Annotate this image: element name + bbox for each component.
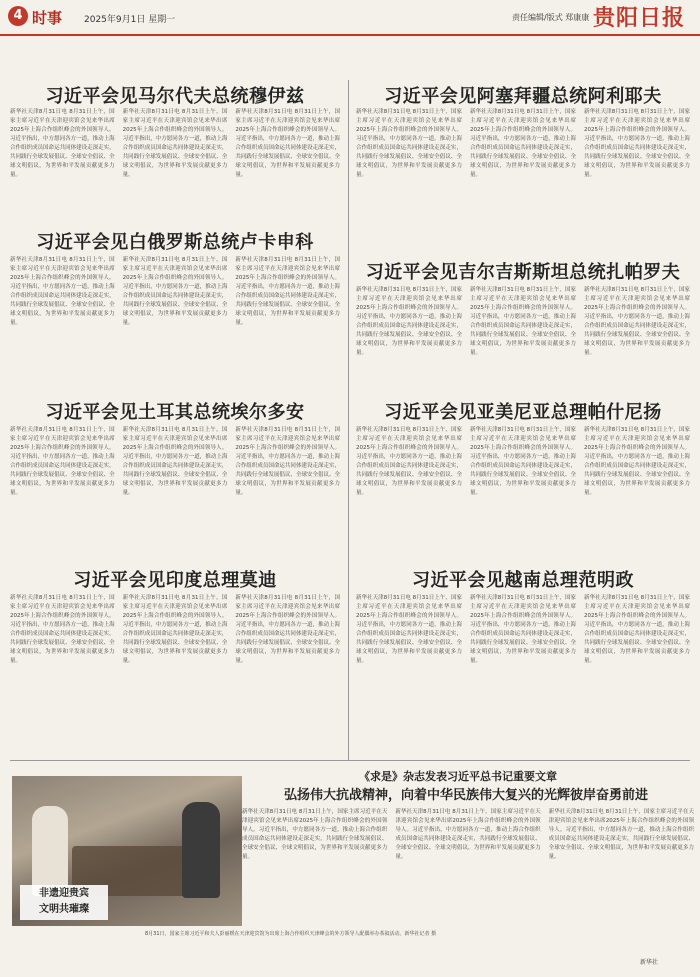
article-body: 新华社天津8月31日电 8月31日上午，国家主席习近平在天津迎宾馆会见来华出席2025年上海合作组织峰会的外国领导人。习近平指出，中方愿同各方一道，推动上海合作组织成员国命运共同体建设走深走实，共同践行全球发展倡议、全球安全倡议、全球文明倡议，为世界和平发展贡献更多力量。 [548,809,694,860]
article-title: 习近平会见印度总理莫迪 [73,570,277,591]
article-body: 新华社天津8月31日电 8月31日上午，国家主席习近平在天津迎宾馆会见来华出席2025年上海合作组织峰会的外国领导人。习近平指出，中方愿同各方一道，推动上海合作组织成员国命运共同体建设走深走实，共同践行全球发展倡议、全球安全倡议、全球文明倡议，为世界和平发展贡献更多力量。 [356,427,462,496]
divider [348,80,349,760]
divider [10,760,690,761]
article-kyrgyzstan [356,258,690,386]
article-body: 新华社天津8月31日电 8月31日上午，国家主席习近平在天津迎宾馆会见来华出席2025年上海合作组织峰会的外国领导人。习近平指出，中方愿同各方一道，推动上海合作组织成员国命运共同体建设走深走实，共同践行全球发展倡议、全球安全倡议、全球文明倡议，为世界和平发展贡献更多力量。 [10,595,115,664]
page-header [0,0,700,36]
section-name: 时事 [32,9,63,27]
article-body: 新华社天津8月31日电 8月31日上午，国家主席习近平在天津迎宾馆会见来华出席2025年上海合作组织峰会的外国领导人。习近平指出，中方愿同各方一道，推动上海合作组织成员国命运共同体建设走深走实，共同践行全球发展倡议、全球安全倡议、全球文明倡议，为世界和平发展贡献更多力量。 [356,109,462,178]
article-body: 新华社天津8月31日电 8月31日上午，国家主席习近平在天津迎宾馆会见来华出席2025年上海合作组织峰会的外国领导人。习近平指出，中方愿同各方一道，推动上海合作组织成员国命运共同体建设走深走实，共同践行全球发展倡议、全球安全倡议、全球文明倡议，为世界和平发展贡献更多力量。 [122,595,228,664]
qiushi-title: 弘扬伟大抗战精神，向着中华民族伟大复兴的光辉彼岸奋勇前进 [283,788,648,803]
article-body: 新华社天津8月31日电 8月31日上午，国家主席习近平在天津迎宾馆会见来华出席2025年上海合作组织峰会的外国领导人。习近平指出，中方愿同各方一道，推动上海合作组织成员国命运共同体建设走深走实，共同践行全球发展倡议、全球安全倡议、全球文明倡议，为世界和平发展贡献更多力量。 [584,595,690,664]
article-title: 习近平会见吉尔吉斯斯坦总统扎帕罗夫 [365,262,681,283]
article-body: 新华社天津8月31日电 8月31日上午，国家主席习近平在天津迎宾馆会见来华出席2025年上海合作组织峰会的外国领导人。习近平指出，中方愿同各方一道，推动上海合作组织成员国命运共同体建设走深走实，共同践行全球发展倡议、全球安全倡议、全球文明倡议，为世界和平发展贡献更多力量。 [10,427,115,496]
article-body: 新华社天津8月31日电 8月31日上午，国家主席习近平在天津迎宾馆会见来华出席2025年上海合作组织峰会的外国领导人。习近平指出，中方愿同各方一道，推动上海合作组织成员国命运共同体建设走深走实，共同践行全球发展倡议、全球安全倡议、全球文明倡议，为世界和平发展贡献更多力量。 [470,287,576,356]
article-body: 新华社天津8月31日电 8月31日上午，国家主席习近平在天津迎宾馆会见来华出席2025年上海合作组织峰会的外国领导人。习近平指出，中方愿同各方一道，推动上海合作组织成员国命运共同体建设走深走实，共同践行全球发展倡议、全球安全倡议、全球文明倡议，为世界和平发展贡献更多力量。 [242,809,388,860]
article-title: 习近平会见马尔代夫总统穆伊兹 [45,86,305,107]
article-body: 新华社天津8月31日电 8月31日上午，国家主席习近平在天津迎宾馆会见来华出席2025年上海合作组织峰会的外国领导人。习近平指出，中方愿同各方一道，推动上海合作组织成员国命运共同体建设走深走实，共同践行全球发展倡议、全球安全倡议、全球文明倡议，为世界和平发展贡献更多力量。 [235,109,340,178]
article-india [10,566,340,718]
article-body: 新华社天津8月31日电 8月31日上午，国家主席习近平在天津迎宾馆会见来华出席2025年上海合作组织峰会的外国领导人。习近平指出，中方愿同各方一道，推动上海合作组织成员国命运共同体建设走深走实，共同践行全球发展倡议、全球安全倡议、全球文明倡议，为世界和平发展贡献更多力量。 [235,595,340,664]
article-body: 新华社天津8月31日电 8月31日上午，国家主席习近平在天津迎宾馆会见来华出席2025年上海合作组织峰会的外国领导人。习近平指出，中方愿同各方一道，推动上海合作组织成员国命运共同体建设走深走实，共同践行全球发展倡议、全球安全倡议、全球文明倡议，为世界和平发展贡献更多力量。 [235,257,340,326]
article-title: 习近平会见土耳其总统埃尔多安 [45,402,305,423]
article-body: 新华社天津8月31日电 8月31日上午，国家主席习近平在天津迎宾馆会见来华出席2025年上海合作组织峰会的外国领导人。习近平指出，中方愿同各方一道，推动上海合作组织成员国命运共同体建设走深走实，共同践行全球发展倡议、全球安全倡议、全球文明倡议，为世界和平发展贡献更多力量。 [470,595,576,664]
article-body: 新华社天津8月31日电 8月31日上午，国家主席习近平在天津迎宾馆会见来华出席2025年上海合作组织峰会的外国领导人。习近平指出，中方愿同各方一道，推动上海合作组织成员国命运共同体建设走深走实，共同践行全球发展倡议、全球安全倡议、全球文明倡议，为世界和平发展贡献更多力量。 [235,427,340,496]
article-armenia [356,398,690,548]
article-body: 新华社天津8月31日电 8月31日上午，国家主席习近平在天津迎宾馆会见来华出席2025年上海合作组织峰会的外国领导人。习近平指出，中方愿同各方一道，推动上海合作组织成员国命运共同体建设走深走实，共同践行全球发展倡议、全球安全倡议、全球文明倡议，为世界和平发展贡献更多力量。 [122,427,228,496]
photo-figure [32,806,68,896]
article-turkey [10,398,340,550]
article-body: 新华社天津8月31日电 8月31日上午，国家主席习近平在天津迎宾馆会见来华出席2025年上海合作组织峰会的外国领导人。习近平指出，中方愿同各方一道，推动上海合作组织成员国命运共同体建设走深走实，共同践行全球发展倡议、全球安全倡议、全球文明倡议，为世界和平发展贡献更多力量。 [122,109,228,178]
article-title: 习近平会见越南总理范明政 [412,570,634,591]
article-title: 习近平会见亚美尼亚总理帕什尼扬 [384,402,662,423]
article-body: 新华社天津8月31日电 8月31日上午，国家主席习近平在天津迎宾馆会见来华出席2025年上海合作组织峰会的外国领导人。习近平指出，中方愿同各方一道，推动上海合作组织成员国命运共同体建设走深走实，共同践行全球发展倡议、全球安全倡议、全球文明倡议，为世界和平发展贡献更多力量。 [584,109,690,178]
article-azerbaijan [356,82,690,252]
article-body: 新华社天津8月31日电 8月31日上午，国家主席习近平在天津迎宾馆会见来华出席2025年上海合作组织峰会的外国领导人。习近平指出，中方愿同各方一道，推动上海合作组织成员国命运共同体建设走深走实，共同践行全球发展倡议、全球安全倡议、全球文明倡议，为世界和平发展贡献更多力量。 [10,257,115,326]
qiushi-article [242,808,694,958]
photo-caption: 8月31日，国家主席习近平和夫人彭丽媛在天津迎宾馆为出席上海合作组织天津峰会的外方领导人配偶举办茶叙活动。新华社记者 摄 [145,931,437,937]
article-body: 新华社天津8月31日电 8月31日上午，国家主席习近平在天津迎宾馆会见来华出席2025年上海合作组织峰会的外国领导人。习近平指出，中方愿同各方一道，推动上海合作组织成员国命运共同体建设走深走实，共同践行全球发展倡议、全球安全倡议、全球文明倡议，为世界和平发展贡献更多力量。 [356,595,462,664]
page-number: 4 [8,6,28,26]
article-title: 习近平会见阿塞拜疆总统阿利耶夫 [384,86,662,107]
article-body: 新华社天津8月31日电 8月31日上午，国家主席习近平在天津迎宾馆会见来华出席2025年上海合作组织峰会的外国领导人。习近平指出，中方愿同各方一道，推动上海合作组织成员国命运共同体建设走深走实，共同践行全球发展倡议、全球安全倡议、全球文明倡议，为世界和平发展贡献更多力量。 [122,257,228,326]
article-body: 新华社天津8月31日电 8月31日上午，国家主席习近平在天津迎宾馆会见来华出席2025年上海合作组织峰会的外国领导人。习近平指出，中方愿同各方一道，推动上海合作组织成员国命运共同体建设走深走实，共同践行全球发展倡议、全球安全倡议、全球文明倡议，为世界和平发展贡献更多力量。 [584,287,690,356]
photo-figure [182,802,220,898]
article-maldives [10,82,340,220]
article-body: 新华社天津8月31日电 8月31日上午，国家主席习近平在天津迎宾馆会见来华出席2025年上海合作组织峰会的外国领导人。习近平指出，中方愿同各方一道，推动上海合作组织成员国命运共同体建设走深走实，共同践行全球发展倡议、全球安全倡议、全球文明倡议，为世界和平发展贡献更多力量。 [470,109,576,178]
article-body: 新华社天津8月31日电 8月31日上午，国家主席习近平在天津迎宾馆会见来华出席2025年上海合作组织峰会的外国领导人。习近平指出，中方愿同各方一道，推动上海合作组织成员国命运共同体建设走深走实，共同践行全球发展倡议、全球安全倡议、全球文明倡议，为世界和平发展贡献更多力量。 [584,427,690,496]
article-vietnam [356,566,690,742]
article-body: 新华社天津8月31日电 8月31日上午，国家主席习近平在天津迎宾馆会见来华出席2025年上海合作组织峰会的外国领导人。习近平指出，中方愿同各方一道，推动上海合作组织成员国命运共同体建设走深走实，共同践行全球发展倡议、全球安全倡议、全球文明倡议，为世界和平发展贡献更多力量。 [10,109,115,178]
article-belarus [10,228,340,358]
issue-date: 2025年9月1日 星期一 [84,15,176,25]
qiushi-subtitle: 《求是》杂志发表习近平总书记重要文章 [359,770,557,783]
article-body: 新华社天津8月31日电 8月31日上午，国家主席习近平在天津迎宾馆会见来华出席2025年上海合作组织峰会的外国领导人。习近平指出，中方愿同各方一道，推动上海合作组织成员国命运共同体建设走深走实，共同践行全球发展倡议、全球安全倡议、全球文明倡议，为世界和平发展贡献更多力量。 [356,287,462,356]
article-body: 新华社天津8月31日电 8月31日上午，国家主席习近平在天津迎宾馆会见来华出席2025年上海合作组织峰会的外国领导人。习近平指出，中方愿同各方一道，推动上海合作组织成员国命运共同体建设走深走实，共同践行全球发展倡议、全球安全倡议、全球文明倡议，为世界和平发展贡献更多力量。 [395,809,541,860]
photo-overlay-text: 非遗迎贵宾 文明共璀璨 [20,885,108,920]
article-title: 习近平会见白俄罗斯总统卢卡申科 [36,232,314,253]
editor-credits: 责任编辑/版式 郑康康 [512,13,590,22]
article-body: 新华社天津8月31日电 8月31日上午，国家主席习近平在天津迎宾馆会见来华出席2025年上海合作组织峰会的外国领导人。习近平指出，中方愿同各方一道，推动上海合作组织成员国命运共同体建设走深走实，共同践行全球发展倡议、全球安全倡议、全球文明倡议，为世界和平发展贡献更多力量。 [470,427,576,496]
masthead-logo: 贵阳日报 [593,5,686,31]
news-photo [12,776,242,926]
footer-credit: 新华社 [640,959,659,966]
